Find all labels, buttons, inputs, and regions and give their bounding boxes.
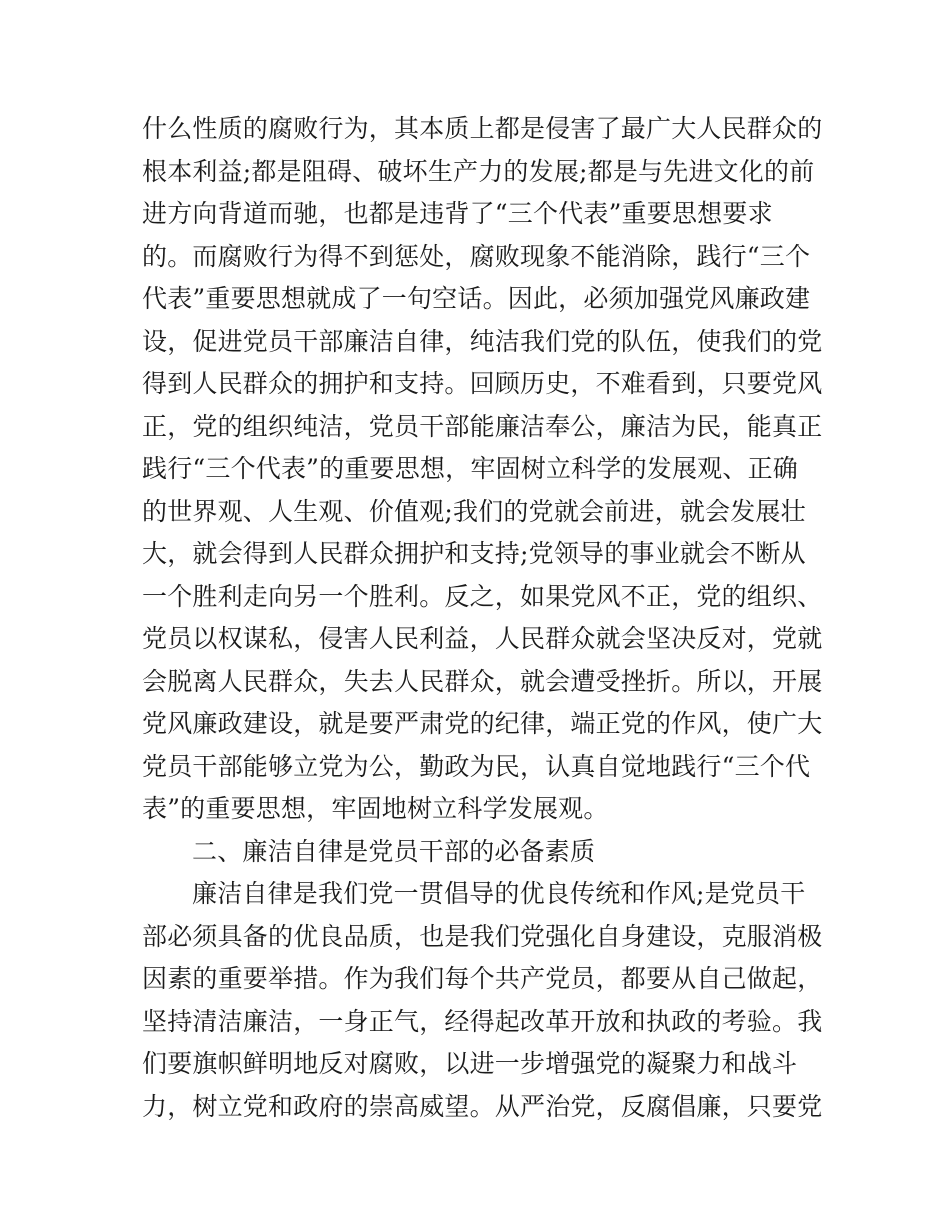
section-heading: 二、廉洁自律是党员干部的必备素质 — [192, 836, 596, 866]
text-line: 党员干部能够立党为公，勤政为民，认真自觉地践行“三个代 — [142, 751, 811, 781]
text-line: 代表”重要思想就成了一句空话。因此，必须加强党风廉政建 — [142, 284, 811, 313]
text-line: 进方向背道而驰，也都是违背了“三个代表”重要思想要求 — [142, 199, 773, 228]
text-line: 的。而腐败行为得不到惩处，腐败现象不能消除，践行“三个 — [142, 241, 811, 271]
text-line: 设，促进党员干部廉洁自律，纯洁我们党的队伍，使我们的党 — [142, 326, 823, 356]
text-line: 大，就会得到人民群众拥护和支持;党领导的事业就会不断从 — [142, 539, 806, 568]
text-line: 践行“三个代表”的重要思想，牢固树立科学的发展观、正确 — [142, 454, 798, 483]
text-line: 力，树立党和政府的崇高威望。从严治党，反腐倡廉，只要党 — [142, 1091, 823, 1121]
text-line: 的世界观、人生观、价值观;我们的党就会前进，就会发展壮 — [142, 496, 806, 526]
text-line: 得到人民群众的拥护和支持。回顾历史，不难看到，只要党风 — [142, 369, 823, 398]
text-line: 坚持清洁廉洁，一身正气，经得起改革开放和执政的考验。我 — [142, 1006, 823, 1036]
paragraph-first-line: 廉洁自律是我们党一贯倡导的优良传统和作风;是党员干 — [192, 879, 806, 908]
text-line: 一个胜利走向另一个胜利。反之，如果党风不正，党的组织、 — [142, 581, 823, 611]
text-line: 因素的重要举措。作为我们每个共产党员，都要从自己做起， — [142, 964, 823, 993]
text-line: 党员以权谋私，侵害人民利益，人民群众就会坚决反对，党就 — [142, 624, 823, 653]
text-line: 会脱离人民群众，失去人民群众，就会遭受挫折。所以，开展 — [142, 666, 823, 696]
text-line: 表”的重要思想，牢固地树立科学发展观。 — [142, 794, 609, 823]
text-line: 们要旗帜鲜明地反对腐败，以进一步增强党的凝聚力和战斗 — [142, 1049, 798, 1078]
text-line: 部必须具备的优良品质，也是我们党强化自身建设，克服消极 — [142, 921, 823, 951]
body-text — [142, 108, 822, 1128]
text-line: 党风廉政建设，就是要严肃党的纪律，端正党的作风，使广大 — [142, 709, 823, 738]
text-line: 什么性质的腐败行为，其本质上都是侵害了最广大人民群众的 — [142, 114, 823, 143]
text-line: 正，党的组织纯洁，党员干部能廉洁奉公，廉洁为民，能真正 — [142, 411, 823, 441]
text-line: 根本利益;都是阻碍、破坏生产力的发展;都是与先进文化的前 — [142, 156, 815, 186]
